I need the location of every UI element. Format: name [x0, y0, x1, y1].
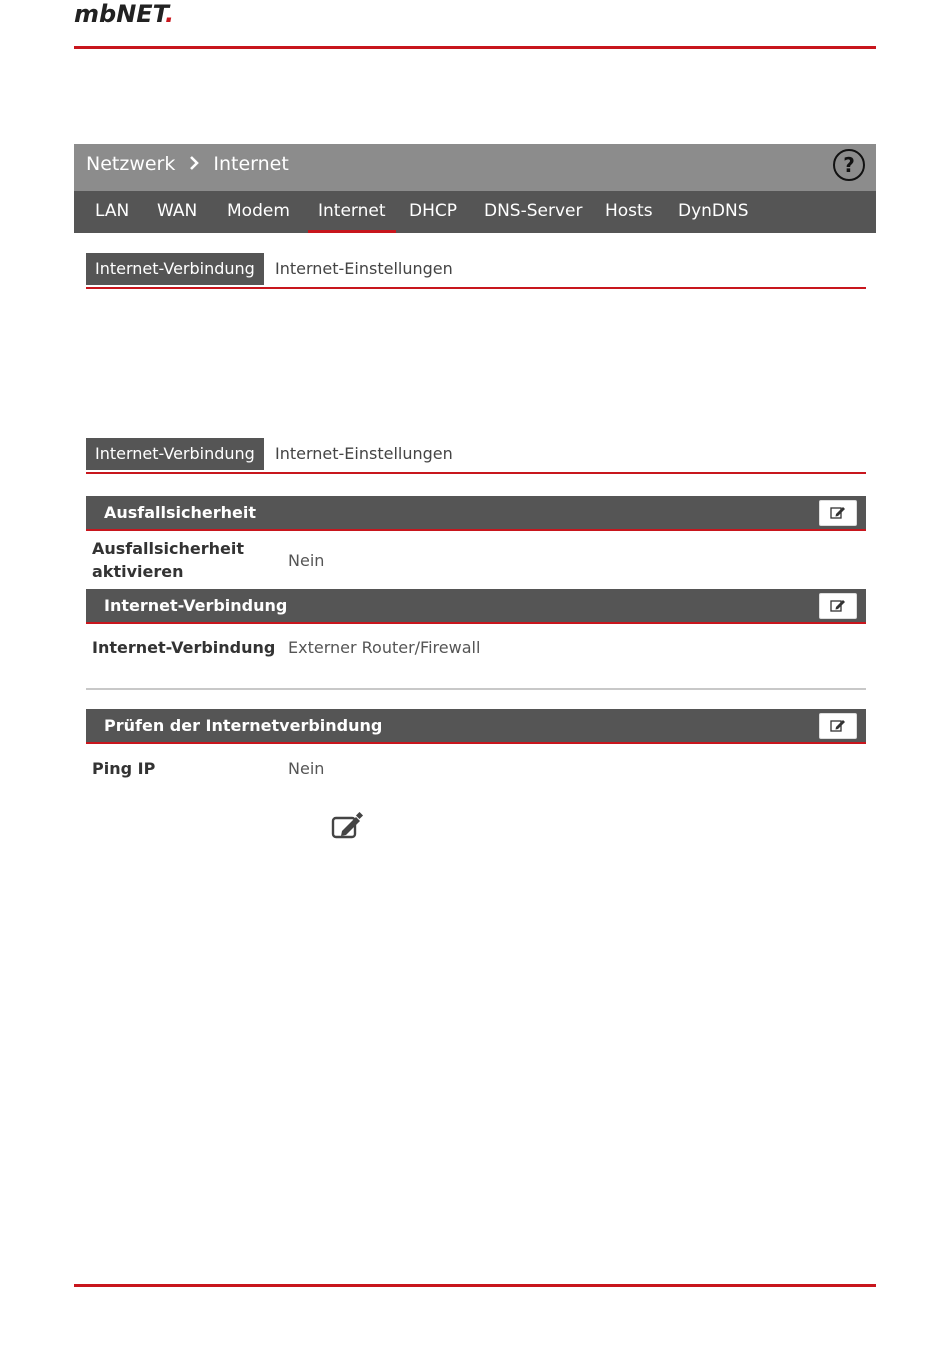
- subtab-internet-einstellungen[interactable]: Internet-Einstellungen: [275, 444, 453, 463]
- edit-button[interactable]: [819, 713, 857, 739]
- mbnet-logo: mbNET.: [74, 0, 175, 28]
- tab-wan[interactable]: WAN: [157, 201, 198, 221]
- subtab-rule: [86, 472, 866, 474]
- subtab-rule: [86, 287, 866, 289]
- field-value: Nein: [288, 551, 325, 570]
- top-divider: [74, 46, 876, 49]
- subtab-bar-detail: [86, 438, 866, 472]
- field-value: Nein: [288, 759, 325, 778]
- breadcrumb-item-netzwerk[interactable]: Netzwerk: [86, 153, 176, 175]
- edit-icon: [830, 717, 846, 736]
- tab-dyndns[interactable]: DynDNS: [678, 201, 749, 221]
- subtab-bar: [86, 253, 866, 287]
- field-value: Externer Router/Firewall: [288, 638, 481, 657]
- section-title: Internet-Verbindung: [104, 596, 288, 615]
- page-header: [74, 144, 876, 191]
- field-label: Internet-Verbindung: [92, 638, 276, 657]
- edit-icon: [830, 597, 846, 616]
- section-title: Prüfen der Internetverbindung: [104, 716, 383, 735]
- tab-internet[interactable]: Internet: [318, 201, 386, 221]
- section-title: Ausfallsicherheit: [104, 503, 257, 522]
- bottom-divider: [74, 1284, 876, 1287]
- edit-icon: [331, 812, 365, 844]
- section-divider: [86, 688, 866, 690]
- breadcrumb: [86, 153, 289, 175]
- chevron-right-icon: [189, 155, 199, 174]
- network-tabbar: [74, 191, 876, 233]
- section-header-internet-verbindung: [86, 589, 866, 624]
- field-label: Ausfallsicherheit aktivieren: [92, 539, 245, 581]
- edit-button[interactable]: [819, 593, 857, 619]
- tab-modem[interactable]: Modem: [227, 201, 290, 221]
- section-header-ausfallsicherheit: [86, 496, 866, 531]
- edit-button[interactable]: [819, 500, 857, 526]
- subtab-internet-einstellungen[interactable]: Internet-Einstellungen: [275, 259, 453, 278]
- section-header-pruefen: [86, 709, 866, 744]
- field-row: [92, 636, 866, 662]
- breadcrumb-item-internet: Internet: [213, 153, 289, 175]
- tab-dhcp[interactable]: DHCP: [409, 201, 457, 221]
- field-label: Ping IP: [92, 759, 156, 778]
- field-row: [92, 537, 866, 583]
- help-icon[interactable]: ?: [833, 149, 865, 181]
- subtab-internet-verbindung[interactable]: Internet-Verbindung: [86, 253, 264, 285]
- tab-hosts[interactable]: Hosts: [605, 201, 653, 221]
- edit-icon: [830, 504, 846, 523]
- tab-lan[interactable]: LAN: [95, 201, 130, 221]
- tab-dns-server[interactable]: DNS-Server: [484, 201, 583, 221]
- field-row: [92, 757, 866, 783]
- subtab-internet-verbindung[interactable]: Internet-Verbindung: [86, 438, 264, 470]
